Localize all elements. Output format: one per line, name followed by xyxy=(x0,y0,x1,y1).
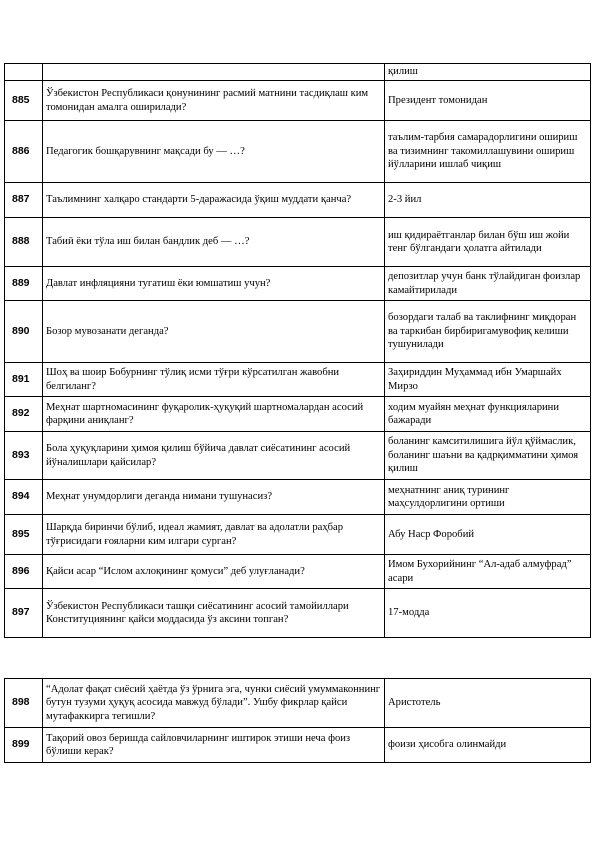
question-cell: Педагогик бошқарувнинг мақсади бу — …? xyxy=(43,121,385,183)
answer-cell: 17-модда xyxy=(385,589,591,638)
question-cell: Бозор мувозанати деганда? xyxy=(43,301,385,363)
row-number: 895 xyxy=(5,515,43,555)
answer-cell: бозордаги талаб ва таклифнинг миқдоран ва таркибан бирбиригамувофиқ келиши тушунилади xyxy=(385,301,591,363)
table-row xyxy=(5,301,591,363)
question-cell: “Адолат фақат сиёсий ҳаётда ўз ўрнига эга, чунки сиёсий умуммаконнинг бутун тузуми ҳуқуқ асосида мавжуд бўлади”. Ушбу фикрлар қайси мутафаккирга тегишли? xyxy=(43,679,385,728)
answer-cell: фоизи ҳисобга олинмайди xyxy=(385,728,591,763)
answer-cell: Президент томонидан xyxy=(385,81,591,121)
table-row xyxy=(5,81,591,121)
row-number: 894 xyxy=(5,480,43,515)
question-cell xyxy=(43,64,385,81)
questions-table xyxy=(4,63,591,638)
row-number: 899 xyxy=(5,728,43,763)
answer-cell: Аристотель xyxy=(385,679,591,728)
question-cell: Таълимнинг халқаро стандарти 5-даражасида ўқиш муддати қанча? xyxy=(43,183,385,218)
question-cell: Меҳнат унумдорлиги деганда нимани тушунасиз? xyxy=(43,480,385,515)
answer-cell: депозитлар учун банк тўлайдиган фоизлар камайтирилади xyxy=(385,267,591,301)
table-row xyxy=(5,728,591,763)
answer-cell: боланинг камситилишига йўл қўймаслик, боланинг шаъни ва қадрқимматини ҳимоя қилиш xyxy=(385,432,591,480)
question-cell: Табиӣ ёки тўла иш билан бандлик деб — …? xyxy=(43,218,385,267)
answer-cell: қилиш xyxy=(385,64,591,81)
table-row xyxy=(5,183,591,218)
row-number: 893 xyxy=(5,432,43,480)
table-row xyxy=(5,218,591,267)
row-number: 891 xyxy=(5,363,43,397)
row-number: 886 xyxy=(5,121,43,183)
question-cell: Ўзбекистон Республикаси ташқи сиёсатининг асосий тамойиллари Конституциянинг қайси моддасида ўз аксини топган? xyxy=(43,589,385,638)
row-number: 888 xyxy=(5,218,43,267)
row-number: 885 xyxy=(5,81,43,121)
answer-cell: ходим муайян меҳнат функцияларини бажаради xyxy=(385,397,591,432)
table-row xyxy=(5,397,591,432)
questions-table-continued xyxy=(4,678,591,763)
question-cell: Шоҳ ва шоир Бобурнинг тўлиқ исми тўғри кўрсатилган жавобни белгиланг? xyxy=(43,363,385,397)
table-row xyxy=(5,555,591,589)
answer-cell: Имом Бухорийнинг “Ал-адаб алмуфрад” асари xyxy=(385,555,591,589)
row-number: 892 xyxy=(5,397,43,432)
table-row xyxy=(5,64,591,81)
row-number: 887 xyxy=(5,183,43,218)
answer-cell: Абу Наср Форобий xyxy=(385,515,591,555)
answer-cell: Заҳириддин Муҳаммад ибн Умаршайх Мирзо xyxy=(385,363,591,397)
row-number: 896 xyxy=(5,555,43,589)
row-number: 897 xyxy=(5,589,43,638)
table-row xyxy=(5,515,591,555)
table-row xyxy=(5,432,591,480)
row-number xyxy=(5,64,43,81)
table-row xyxy=(5,121,591,183)
row-number: 898 xyxy=(5,679,43,728)
table-row xyxy=(5,589,591,638)
answer-cell: таълим-тарбия самарадорлигини ошириш ва тизимнинг такомиллашувини ошириш йўлларини ишлаб чиқиш xyxy=(385,121,591,183)
table-row xyxy=(5,267,591,301)
answer-cell: иш қидираётганлар билан бўш иш жойи тенг бўлгандаги ҳолатга айтилади xyxy=(385,218,591,267)
table-row xyxy=(5,480,591,515)
question-cell: Шарқда биринчи бўлиб, идеал жамият, давлат ва адолатли раҳбар тўғрисидаги ғояларни ким илгари сурган? xyxy=(43,515,385,555)
answer-cell: 2-3 йил xyxy=(385,183,591,218)
question-cell: Тақорий овоз беришда сайловчиларнинг иштирок этиши неча фоиз бўлиши керак? xyxy=(43,728,385,763)
table-row xyxy=(5,679,591,728)
row-number: 889 xyxy=(5,267,43,301)
row-number: 890 xyxy=(5,301,43,363)
answer-cell: меҳнатнинг аниқ турининг маҳсулдорлигини ортиши xyxy=(385,480,591,515)
question-cell: Бола ҳуқуқларини ҳимоя қилиш бўйича давлат сиёсатининг асосий йўналишлари қайсилар? xyxy=(43,432,385,480)
question-cell: Меҳнат шартномасининг фуқаролик-ҳуқуқий шартномалардан асосий фарқини аниқланг? xyxy=(43,397,385,432)
table-row xyxy=(5,363,591,397)
question-cell: Ўзбекистон Республикаси қонунининг расмий матнини тасдиқлаш ким томонидан амалга оширилади? xyxy=(43,81,385,121)
question-cell: Давлат инфляцияни тугатиш ёки юмшатиш учун? xyxy=(43,267,385,301)
question-cell: Қайси асар “Ислом ахлоқининг қомуси” деб улуғланади? xyxy=(43,555,385,589)
